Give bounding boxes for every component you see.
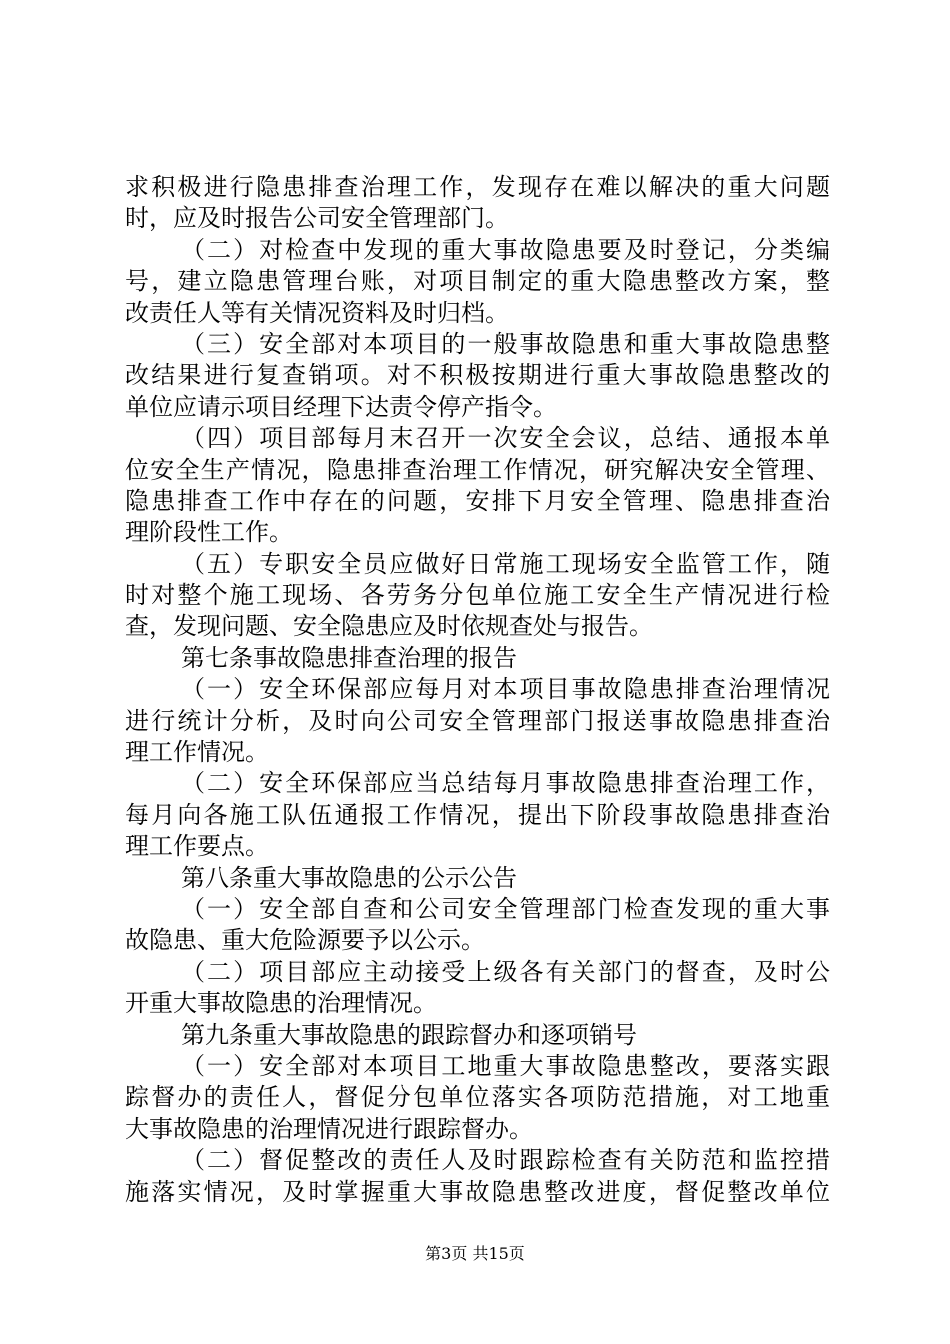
text-line: 求积极进行隐患排查治理工作，发现存在难以解决的重大问题 (125, 173, 830, 201)
text-line: 隐患排查工作中存在的问题，安排下月安全管理、隐患排查治 (125, 486, 830, 515)
text-line: 位安全生产情况，隐患排查治理工作情况，研究解决安全管理、 (125, 455, 830, 484)
text-line: 第八条重大事故隐患的公示公告 (181, 863, 517, 892)
text-line: 踪督办的责任人，督促分包单位落实各项防范措施，对工地重 (125, 1083, 830, 1112)
text-line: （一）安全部对本项目工地重大事故隐患整改，要落实跟 (181, 1051, 830, 1080)
text-line: 查，发现问题、安全隐患应及时依规查处与报告。 (125, 612, 653, 641)
text-line: （三）安全部对本项目的一般事故隐患和重大事故隐患整 (181, 329, 830, 358)
text-line: 第九条重大事故隐患的跟踪督办和逐项销号 (181, 1020, 637, 1049)
text-line: 大事故隐患的治理情况进行跟踪督办。 (125, 1114, 533, 1143)
text-line: 时，应及时报告公司安全管理部门。 (125, 204, 509, 233)
text-line: 开重大事故隐患的治理情况。 (125, 989, 437, 1018)
text-line: （二）督促整改的责任人及时跟踪检查有关防范和监控措 (181, 1146, 830, 1175)
text-line: 号，建立隐患管理台账，对项目制定的重大隐患整改方案，整 (125, 267, 830, 296)
text-line: （二）安全环保部应当总结每月事故隐患排查治理工作， (181, 769, 830, 798)
text-line: （一）安全环保部应每月对本项目事故隐患排查治理情况 (181, 675, 830, 704)
page-number: 第3页 共15页 (425, 1244, 525, 1263)
text-line: （一）安全部自查和公司安全管理部门检查发现的重大事 (181, 894, 830, 923)
text-line: 理阶段性工作。 (125, 518, 293, 547)
text-line: 理工作情况。 (125, 738, 269, 767)
text-line: 第七条事故隐患排查治理的报告 (181, 643, 517, 672)
text-line: 每月向各施工队伍通报工作情况，提出下阶段事故隐患排查治 (125, 800, 830, 829)
text-line: 施落实情况，及时掌握重大事故隐患整改进度，督促整改单位 (125, 1177, 830, 1206)
page-footer (0, 1244, 950, 1264)
text-line: 改结果进行复查销项。对不积极按期进行重大事故隐患整改的 (125, 361, 830, 390)
text-line: （五）专职安全员应做好日常施工现场安全监管工作，随 (181, 549, 830, 578)
text-line: （四）项目部每月末召开一次安全会议，总结、通报本单 (181, 424, 830, 453)
text-line: 故隐患、重大危险源要予以公示。 (125, 926, 485, 955)
text-line: 时对整个施工现场、各劳务分包单位施工安全生产情况进行检 (125, 581, 830, 610)
text-line: （二）对检查中发现的重大事故隐患要及时登记，分类编 (181, 235, 830, 264)
text-line: 进行统计分析，及时向公司安全管理部门报送事故隐患排查治 (125, 706, 830, 735)
text-line: 理工作要点。 (125, 832, 269, 861)
text-line: 改责任人等有关情况资料及时归档。 (125, 298, 509, 327)
document-body (125, 172, 830, 1208)
text-line: 单位应请示项目经理下达责令停产指令。 (125, 392, 557, 421)
text-line: （二）项目部应主动接受上级各有关部门的督查，及时公 (181, 957, 830, 986)
